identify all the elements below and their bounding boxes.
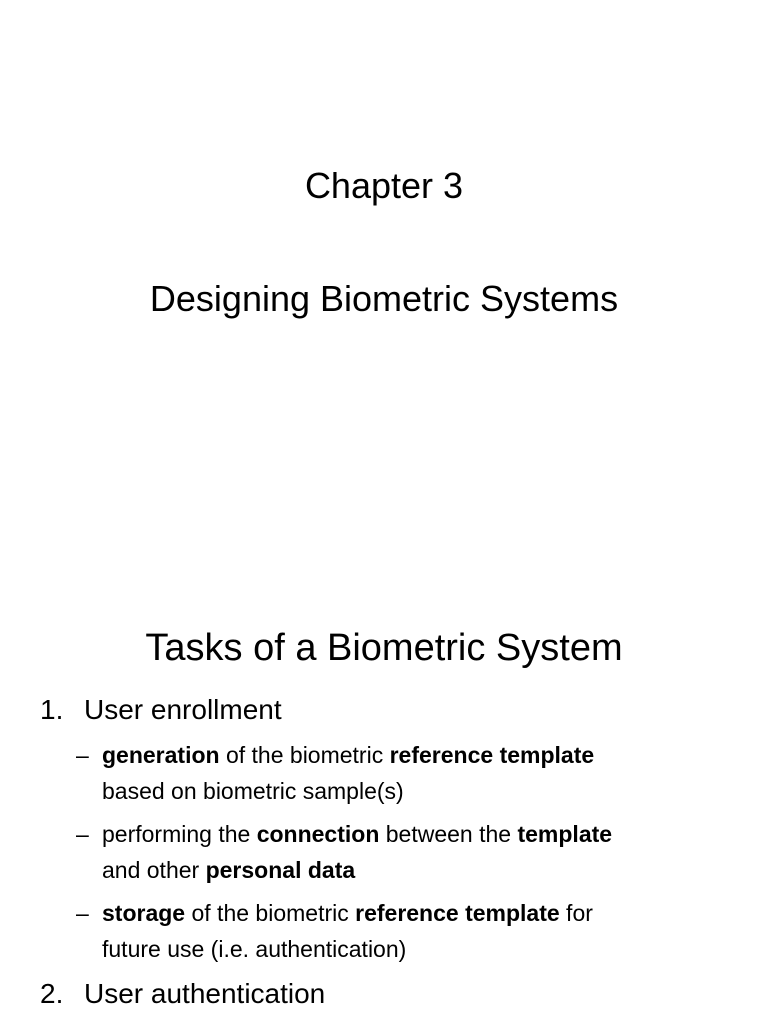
sub-item-line <box>76 773 736 809</box>
dash-bullet: – <box>76 742 89 768</box>
list-item-label: User authentication <box>84 978 326 1009</box>
text-run: and other <box>102 857 206 883</box>
sub-item-line <box>76 895 736 931</box>
list-item-authentication <box>40 977 325 1011</box>
bold-text: connection <box>256 821 380 847</box>
sub-item-generation <box>76 737 736 809</box>
bold-text: template <box>517 821 613 847</box>
bold-text: generation <box>102 742 220 768</box>
list-item-label: User enrollment <box>84 694 282 725</box>
sub-item-line <box>76 852 736 888</box>
text-run: between the <box>379 821 518 847</box>
sub-item-connection <box>76 816 736 888</box>
text-run: future use (i.e. authentication) <box>102 936 407 962</box>
sub-item-line <box>76 931 736 967</box>
list-number: 2. <box>40 978 64 1009</box>
text-run: of the biometric <box>219 742 390 768</box>
chapter-title: Chapter 3 <box>304 165 464 206</box>
text-run: for <box>559 900 593 926</box>
sub-item-line <box>76 816 736 852</box>
text-run: of the biometric <box>185 900 356 926</box>
chapter-subtitle: Designing Biometric Systems <box>149 278 619 319</box>
dash-bullet: – <box>76 821 89 847</box>
content-slide <box>0 590 768 1024</box>
bold-text: storage <box>102 900 186 926</box>
text-run: based on biometric sample(s) <box>102 778 404 804</box>
sub-item-line <box>76 737 736 773</box>
sub-item-storage <box>76 895 736 967</box>
slide-title: Tasks of a Biometric System <box>145 627 623 669</box>
dash-bullet: – <box>76 900 89 926</box>
list-item-enrollment <box>40 693 282 727</box>
bold-text: reference template <box>389 742 595 768</box>
text-run: performing the <box>102 821 257 847</box>
bold-text: personal data <box>205 857 356 883</box>
bold-text: reference template <box>355 900 560 926</box>
list-number: 1. <box>40 694 64 725</box>
